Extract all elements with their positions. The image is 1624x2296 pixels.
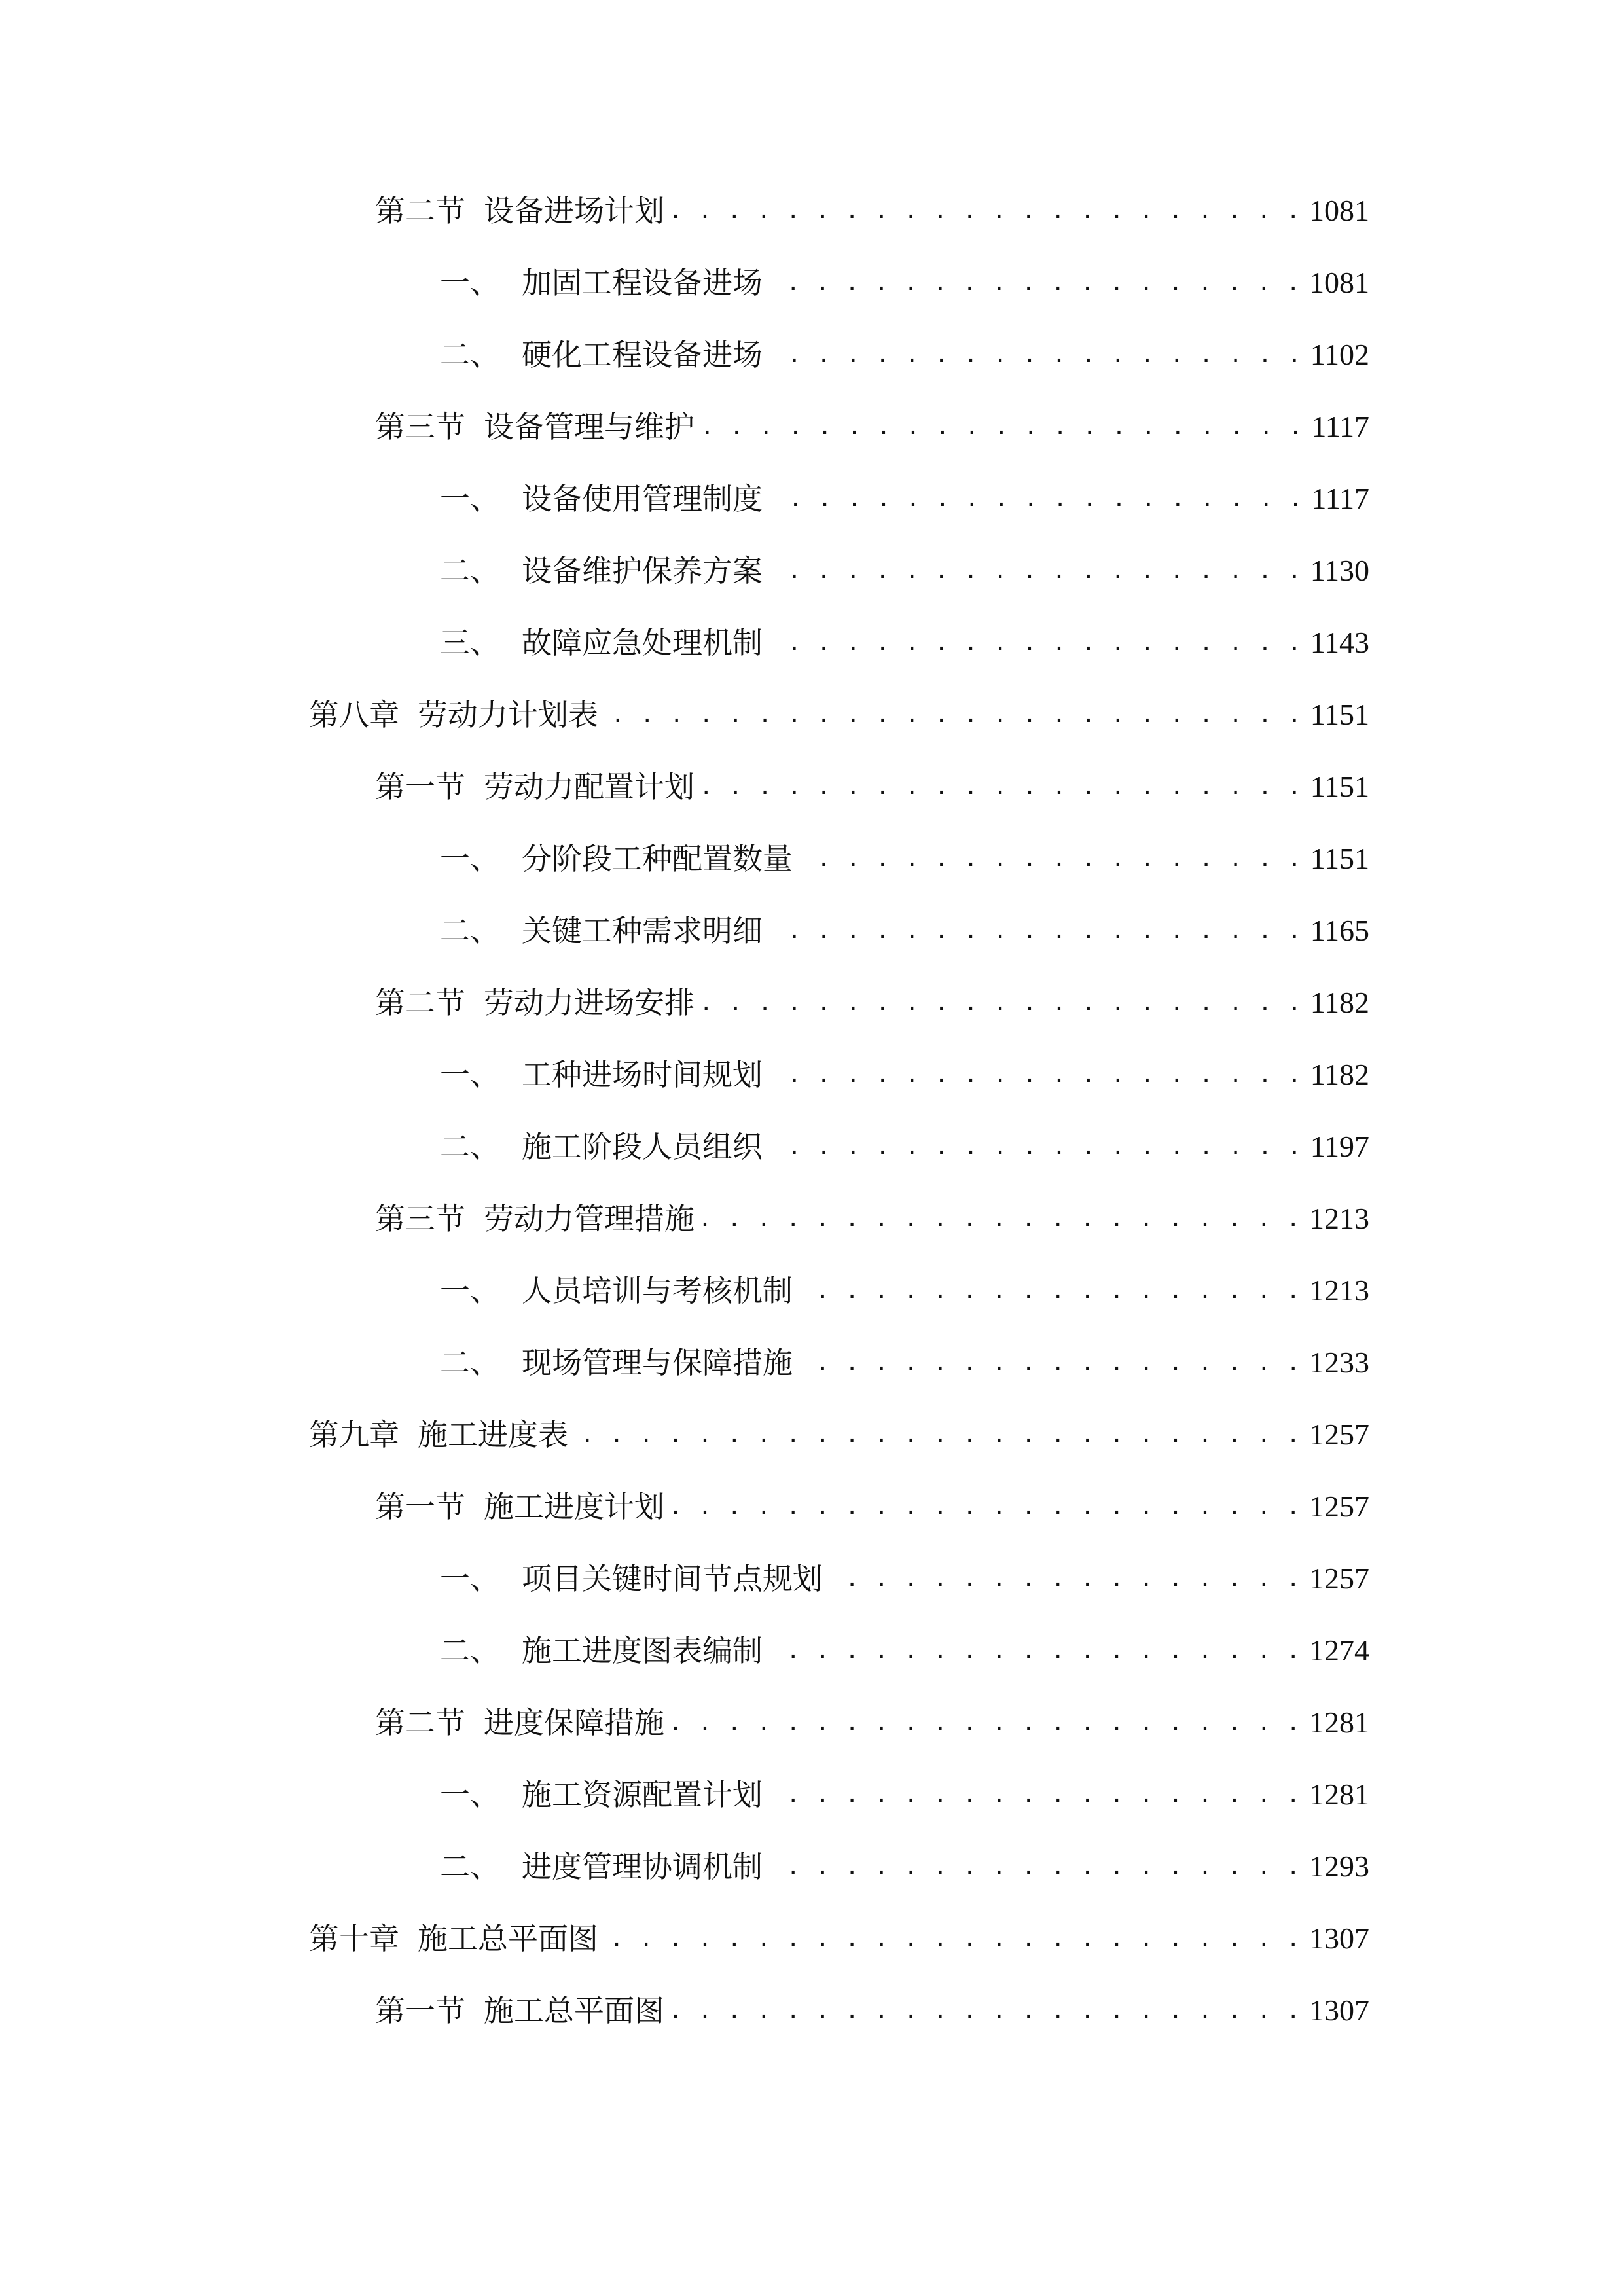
toc-entry-number: 一、 <box>440 481 500 516</box>
toc-entry-title: 劳动力配置计划 <box>484 769 695 804</box>
toc-entry-number: 一、 <box>440 1561 500 1596</box>
toc-entry-page: 1213 <box>1309 1202 1369 1235</box>
toc-entry-number: 第九章 <box>309 1417 399 1452</box>
toc-entry-title: 施工进度计划 <box>484 1489 664 1524</box>
toc-entry-number: 第二节 <box>375 985 465 1020</box>
toc-entry-number: 一、 <box>440 841 500 876</box>
toc-entry[interactable] <box>440 329 1369 381</box>
toc-entry[interactable] <box>440 833 1369 885</box>
toc-dot-leader <box>702 761 1303 813</box>
toc-entry-page: 1233 <box>1309 1346 1369 1379</box>
toc-entry-page: 1182 <box>1310 986 1369 1019</box>
toc-entry-title: 工种进场时间规划 <box>522 1057 763 1092</box>
toc-entry-title: 进度管理协调机制 <box>522 1849 763 1884</box>
toc-entry-title: 施工总平面图 <box>484 1993 664 2028</box>
toc-entry[interactable] <box>375 1696 1369 1749</box>
toc-entry-page: 1197 <box>1310 1130 1369 1163</box>
toc-entry-title: 施工进度表 <box>418 1417 568 1452</box>
toc-entry-title: 劳动力进场安排 <box>484 985 695 1020</box>
toc-dot-leader <box>672 1984 1301 2037</box>
toc-dot-leader <box>606 689 1303 741</box>
toc-entry[interactable] <box>440 905 1369 957</box>
toc-entry-number: 第二节 <box>375 193 465 228</box>
toc-entry-page: 1165 <box>1310 914 1369 947</box>
toc-entry-number: 第三节 <box>375 409 465 444</box>
toc-entry-page: 1151 <box>1310 698 1369 731</box>
toc-dot-leader <box>576 1408 1301 1461</box>
toc-entry-page: 1307 <box>1309 1994 1369 2027</box>
toc-dot-leader <box>672 185 1301 237</box>
toc-entry-title: 施工总平面图 <box>418 1921 598 1956</box>
toc-entry[interactable] <box>440 1768 1369 1821</box>
toc-entry-page: 1143 <box>1310 626 1369 659</box>
toc-entry-title: 设备使用管理制度 <box>522 481 763 516</box>
toc-entry-page: 1281 <box>1309 1706 1369 1739</box>
toc-entry-title: 故障应急处理机制 <box>522 625 763 660</box>
toc-entry[interactable] <box>375 185 1369 237</box>
toc-entry-number: 一、 <box>440 1057 500 1092</box>
toc-entry[interactable] <box>440 1121 1369 1173</box>
toc-entry-page: 1130 <box>1310 554 1369 587</box>
toc-dot-leader <box>672 1480 1301 1533</box>
toc-entry-number: 第三节 <box>375 1201 465 1236</box>
toc-entry-page: 1182 <box>1310 1058 1369 1091</box>
toc-entry-number: 三、 <box>440 625 500 660</box>
toc-entry-page: 1102 <box>1310 338 1369 371</box>
toc-entry-number: 二、 <box>440 913 500 948</box>
toc-entry[interactable] <box>440 617 1369 669</box>
toc-dot-leader <box>770 473 1303 525</box>
toc-entry[interactable] <box>440 473 1369 525</box>
toc-entry[interactable] <box>375 1193 1369 1245</box>
toc-entry-page: 1151 <box>1310 770 1369 803</box>
toc-entry-title: 设备管理与维护 <box>484 409 695 444</box>
toc-entry-number: 二、 <box>440 1633 500 1668</box>
toc-dot-leader <box>770 1624 1301 1677</box>
toc-dot-leader <box>770 545 1303 597</box>
toc-entry[interactable] <box>440 1552 1369 1605</box>
toc-dot-leader <box>770 1121 1303 1173</box>
toc-dot-leader <box>801 1265 1301 1317</box>
toc-entry-number: 二、 <box>440 337 500 372</box>
toc-entry-page: 1307 <box>1309 1922 1369 1955</box>
toc-entry-title: 项目关键时间节点规划 <box>522 1561 823 1596</box>
toc-entry-title: 加固工程设备进场 <box>522 265 763 300</box>
toc-entry-number: 第一节 <box>375 769 465 804</box>
toc-entry-number: 一、 <box>440 265 500 300</box>
toc-entry-number: 第一节 <box>375 1993 465 2028</box>
toc-entry[interactable] <box>440 1336 1369 1389</box>
toc-entry-number: 一、 <box>440 1777 500 1812</box>
toc-entry[interactable] <box>375 761 1369 813</box>
toc-entry[interactable] <box>309 689 1369 741</box>
toc-entry[interactable] <box>440 1265 1369 1317</box>
toc-entry[interactable] <box>440 1840 1369 1893</box>
toc-dot-leader <box>801 1336 1301 1389</box>
toc-dot-leader <box>770 1049 1303 1101</box>
toc-entry-title: 设备维护保养方案 <box>522 553 763 588</box>
toc-dot-leader <box>770 257 1301 309</box>
toc-entry-title: 劳动力管理措施 <box>484 1201 695 1236</box>
toc-entry-number: 二、 <box>440 1849 500 1884</box>
toc-entry[interactable] <box>440 1049 1369 1101</box>
toc-entry-title: 施工阶段人员组织 <box>522 1129 763 1164</box>
toc-entry-page: 1281 <box>1309 1778 1369 1811</box>
toc-dot-leader <box>770 1840 1301 1893</box>
toc-entry-title: 关键工种需求明细 <box>522 913 763 948</box>
toc-dot-leader <box>702 977 1303 1029</box>
toc-entry[interactable] <box>440 545 1369 597</box>
toc-entry[interactable] <box>309 1912 1369 1965</box>
toc-entry[interactable] <box>309 1408 1369 1461</box>
toc-entry-number: 二、 <box>440 1345 500 1380</box>
toc-entry-page: 1257 <box>1309 1490 1369 1523</box>
toc-dot-leader <box>770 617 1303 669</box>
toc-entry-page: 1081 <box>1309 266 1369 299</box>
toc-entry[interactable] <box>375 977 1369 1029</box>
toc-dot-leader <box>801 833 1303 885</box>
toc-entry-page: 1081 <box>1309 194 1369 227</box>
toc-entry-number: 二、 <box>440 553 500 588</box>
toc-entry-page: 1117 <box>1311 410 1369 443</box>
toc-entry-title: 设备进场计划 <box>484 193 664 228</box>
toc-entry[interactable] <box>375 1480 1369 1533</box>
toc-entry-number: 第一节 <box>375 1489 465 1524</box>
toc-entry-title: 人员培训与考核机制 <box>522 1273 793 1308</box>
toc-dot-leader <box>702 1193 1301 1245</box>
toc-dot-leader <box>672 1696 1301 1749</box>
toc-entry-page: 1213 <box>1309 1274 1369 1307</box>
toc-entry-title: 进度保障措施 <box>484 1705 664 1740</box>
toc-entry-title: 现场管理与保障措施 <box>522 1345 793 1380</box>
toc-entry[interactable] <box>375 401 1369 453</box>
toc-entry-title: 劳动力计划表 <box>418 697 598 732</box>
toc-entry-title: 施工进度图表编制 <box>522 1633 763 1668</box>
toc-entry-page: 1257 <box>1309 1562 1369 1595</box>
toc-entry-title: 分阶段工种配置数量 <box>522 841 793 876</box>
toc-entry-page: 1257 <box>1309 1418 1369 1451</box>
toc-entry-number: 第八章 <box>309 697 399 732</box>
toc-entry-number: 第二节 <box>375 1705 465 1740</box>
toc-entry[interactable] <box>440 1624 1369 1677</box>
toc-dot-leader <box>770 1768 1301 1821</box>
toc-entry-page: 1274 <box>1309 1634 1369 1667</box>
toc-dot-leader <box>831 1552 1301 1605</box>
toc-dot-leader <box>770 905 1303 957</box>
toc-entry-number: 一、 <box>440 1273 500 1308</box>
toc-entry-page: 1151 <box>1310 842 1369 875</box>
toc-entry-number: 二、 <box>440 1129 500 1164</box>
toc-entry[interactable] <box>440 257 1369 309</box>
toc-dot-leader <box>770 329 1303 381</box>
toc-entry[interactable] <box>375 1984 1369 2037</box>
toc-entry-page: 1117 <box>1311 482 1369 515</box>
toc-dot-leader <box>606 1912 1301 1965</box>
toc-entry-number: 第十章 <box>309 1921 399 1956</box>
toc-entry-page: 1293 <box>1309 1850 1369 1883</box>
toc-entry-title: 施工资源配置计划 <box>522 1777 763 1812</box>
toc-entry-title: 硬化工程设备进场 <box>522 337 763 372</box>
toc-dot-leader <box>702 401 1303 453</box>
